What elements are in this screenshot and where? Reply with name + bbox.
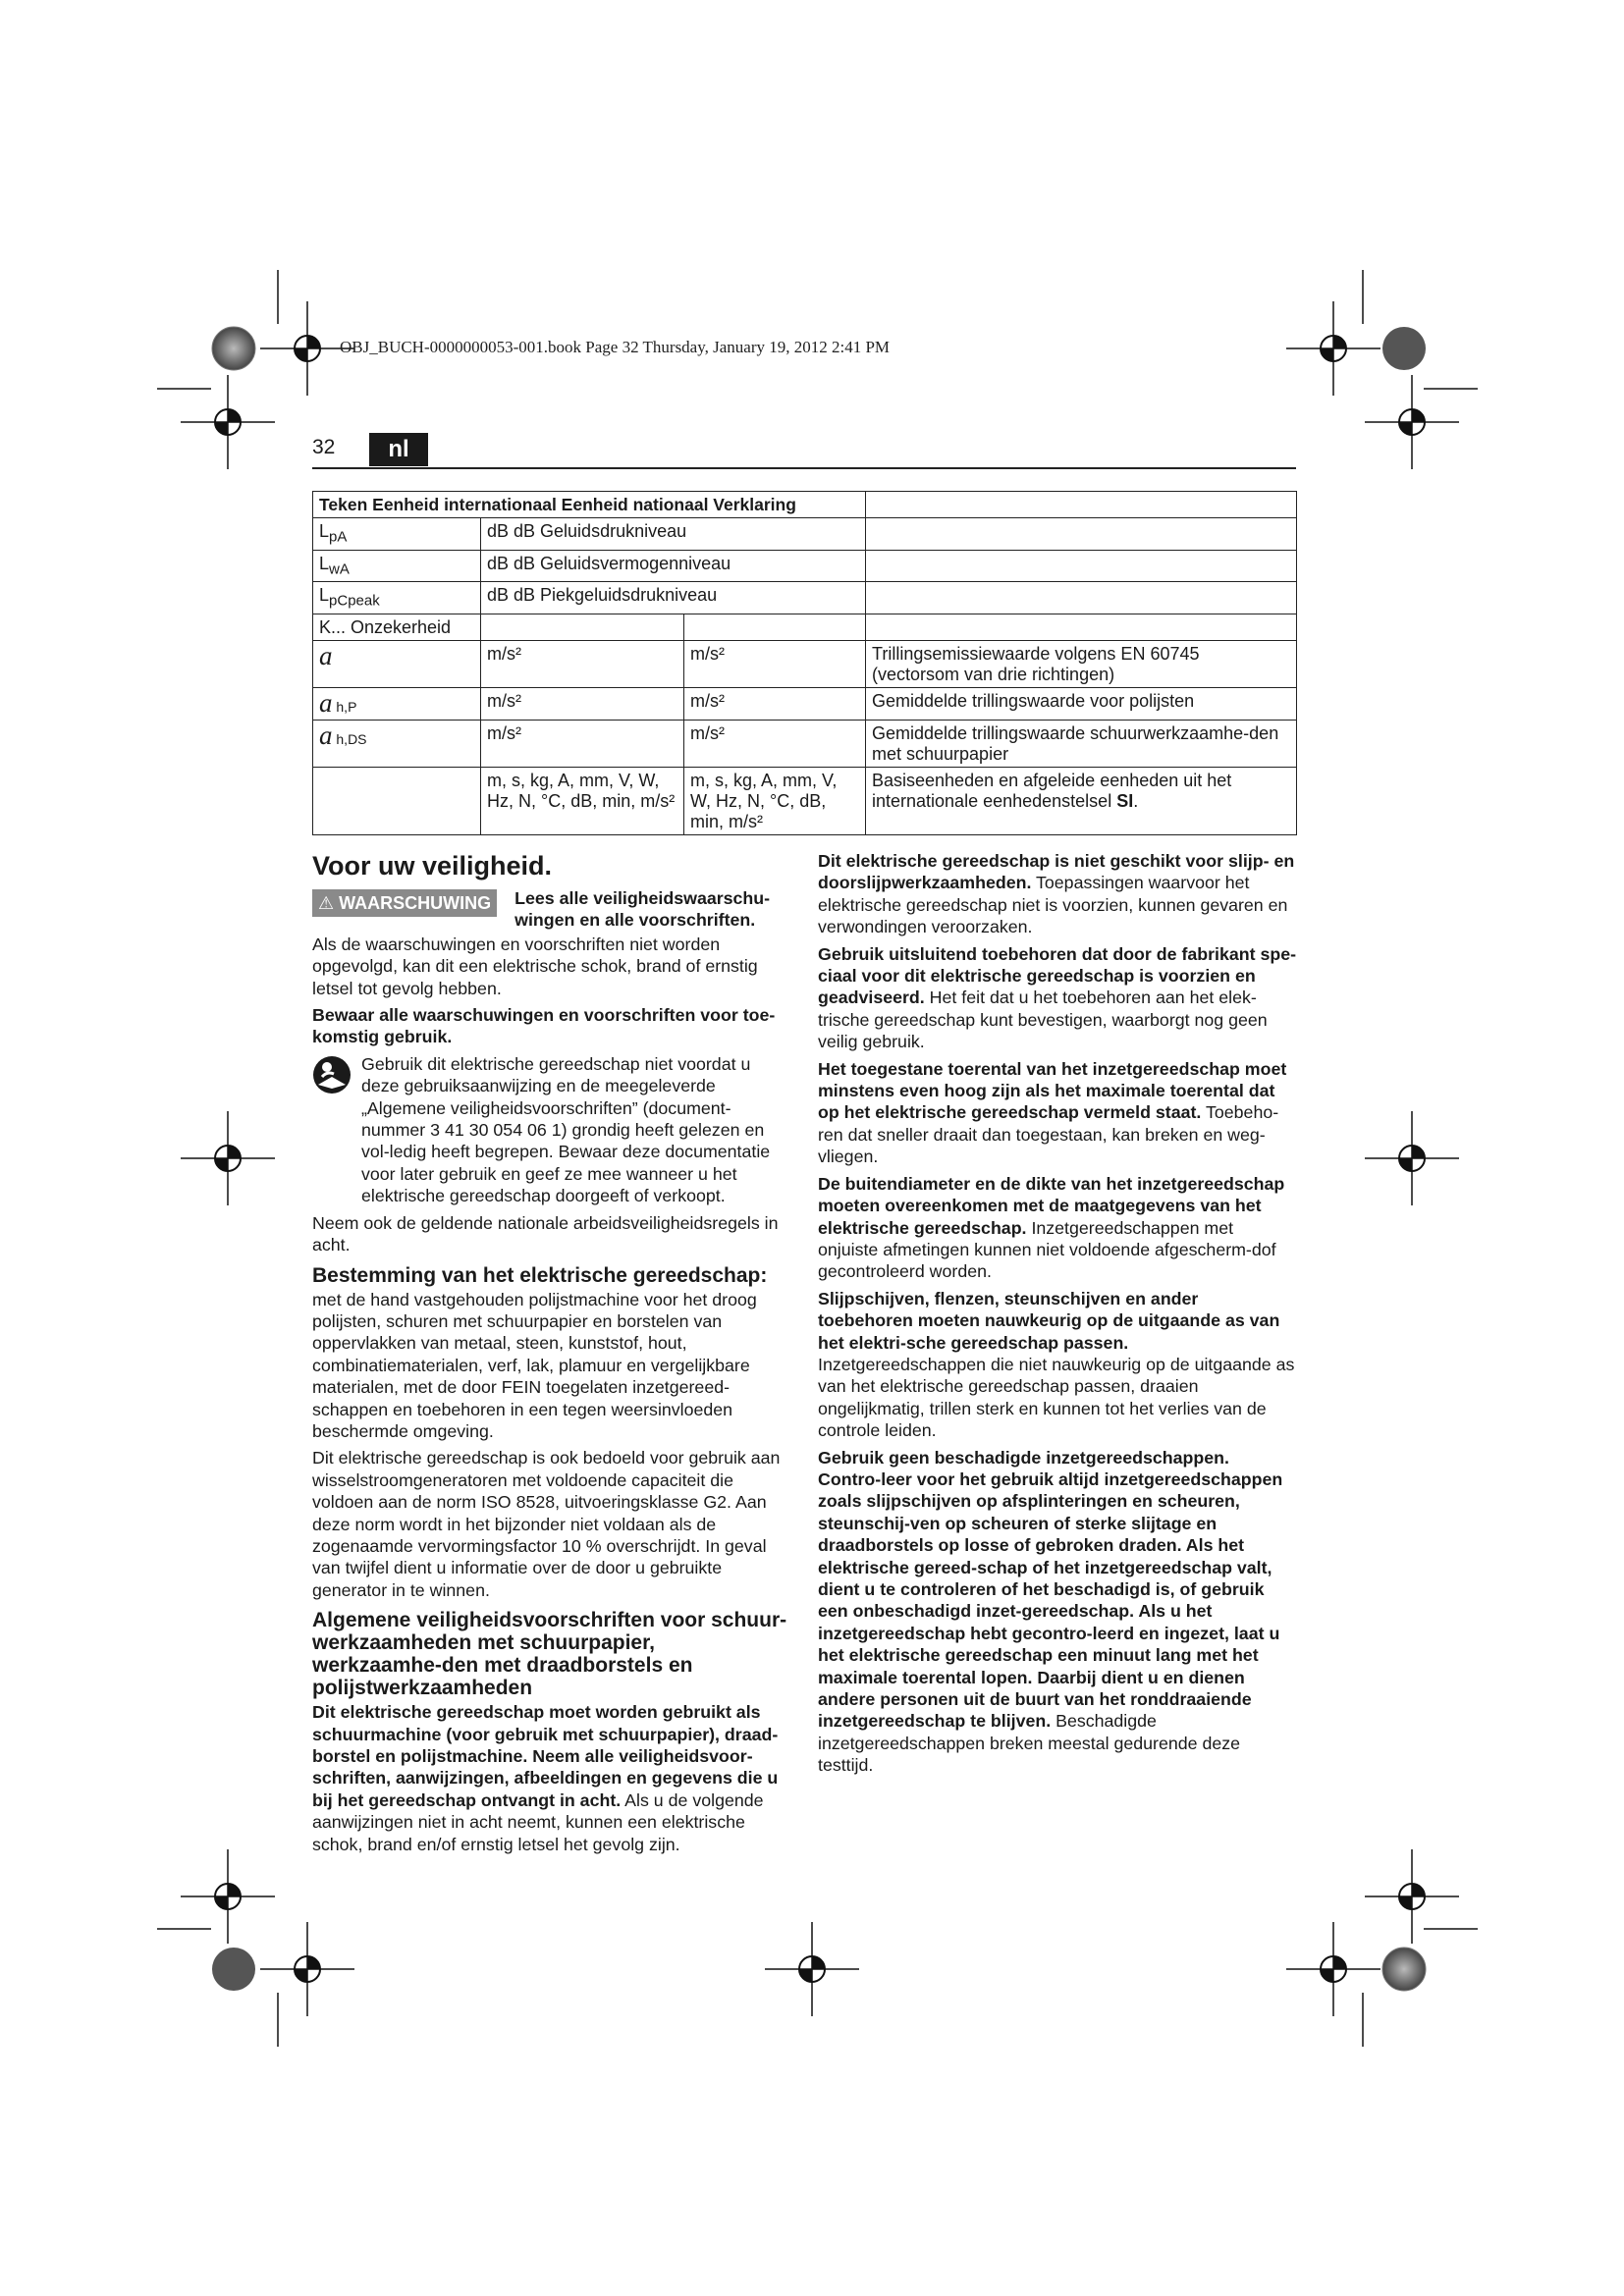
table-row: K... Onzekerheid	[313, 614, 1297, 640]
crosshair-mark	[765, 1922, 859, 2016]
paragraph: Slijpschijven, flenzen, steunschijven en ander toebehoren moeten nauwkeurig op de uitgaande as van het elektri-sche gereedschap passen. Inzetgereedschappen die niet nauwkeurig op de uitgaande as van het elektrische gereedschap passen, draaien ongelijkmatig, trillen sterk en kunnen tot het verlies van de controle leiden.	[818, 1288, 1295, 1441]
warning-text: Lees alle veiligheidswaarschu-wingen en alle voorschriften.	[514, 888, 771, 931]
star-target-br	[1382, 1948, 1426, 1991]
read-manual-icon	[312, 1055, 352, 1095]
crosshair-mark	[181, 1111, 275, 1205]
paragraph: Dit elektrische gereedschap is ook bedoeld voor gebruik aan wisselstroomgeneratoren met voldoende capaciteit die voldoen aan de norm ISO 8528, uitvoeringsklasse G2. Aan deze norm wordt in het bijzonder niet voldaan als de zogenaamde vervormingsfactor 10 % overschrijdt. In geval van twijfel dient u informatie over de door u gebruikte generator in te winnen.	[312, 1448, 781, 1600]
color-dot-tr	[1382, 327, 1426, 370]
table-row: m, s, kg, A, mm, V, W, Hz, N, °C, dB, min, m/s² m, s, kg, A, mm, V, W, Hz, N, °C, dB, min, m/s² Basiseenheden en afgeleide eenheden uit het internationale eenhedenstelsel SI.	[313, 767, 1297, 834]
table-header: Teken Eenheid internationaal Eenheid nationaal Verklaring	[313, 492, 866, 518]
page-number: 32	[312, 436, 336, 458]
subheading: Algemene veiligheidsvoorschriften voor schuur-werkzaamheden met schuurpapier, werkzaamhe-den met draadborstels en polijstwerkzaamheden	[312, 1609, 787, 1700]
paragraph: Als de waarschuwingen en voorschriften niet worden opgevolgd, kan dit een elektrische schok, brand of ernstig letsel tot gevolg hebben.	[312, 934, 758, 998]
paragraph: Gebruik dit elektrische gereedschap niet voordat u deze gebruiksaanwijzing en de meegeleverde „Algemene veiligheidsvoorschriften” (document-nummer 3 41 30 054 06 1) grondig heeft gelezen en vol-ledig heeft begrepen. Bewaar deze documentatie voor later gebruik en geef ze mee wanneer u het elektrische gereedschap doorgeeft of verkoopt.	[361, 1053, 771, 1206]
header-rule	[312, 467, 1296, 469]
paragraph: Dit elektrische gereedschap is niet geschikt voor slijp- en doorslijpwerkzaamheden. Toepassingen waarvoor het elektrische gereedschap niet is voorzien, kunnen gevaren en verwondingen veroorzaken.	[818, 851, 1295, 937]
crosshair-mark	[260, 1922, 354, 2016]
warning-badge: ⚠ WAARSCHUWING	[312, 889, 497, 917]
table-row: $L_{pCpeak}$ dB dB Piekgeluidsdrukniveau	[313, 582, 1297, 614]
units-table	[312, 491, 1297, 835]
table-row: a m/s² m/s² Trillingsemissiewaarde volgens EN 60745 (vectorsom van drie richtingen)	[313, 640, 1297, 687]
paragraph: Het toegestane toerental van het inzetgereedschap moet minstens even hoog zijn als het maximale toerental dat op het elektrische gereedschap vermeld staat. Toebeho-ren dat sneller draait dan toegestaan, kan breken en weg-vliegen.	[818, 1058, 1287, 1167]
section-title: Voor uw veiligheid.	[312, 851, 553, 881]
paragraph: Neem ook de geldende nationale arbeidsveiligheidsregels in acht.	[312, 1212, 779, 1255]
table-row: a h,DS m/s² m/s² Gemiddelde trillingswaarde schuurwerkzaamhe-den met schuurpapier	[313, 720, 1297, 767]
crosshair-mark	[1286, 301, 1380, 396]
crosshair-mark	[1286, 1922, 1380, 2016]
print-slug: OBJ_BUCH-0000000053-001.book Page 32 Thursday, January 19, 2012 2:41 PM	[340, 338, 891, 356]
language-badge: nl	[369, 433, 428, 466]
paragraph: Gebruik geen beschadigde inzetgereedschappen. Contro-leer voor het gebruik altijd inzetgereedschappen zoals slijpschijven op afsplinteringen en scheuren, steunschij-ven op scheuren of sterke slijtage en draadborstels op losse of gebroken draden. Als het elektrische gereed-schap of het inzetgereedschap valt, dient u te controleren of het beschadigd is, of gebruik een onbeschadigd inzet-gereedschap. Als u het inzetgereedschap hebt gecontro-leerd en ingezet, laat u het elektrische gereedschap een minuut lang met het maximale toerental lopen. Daarbij dient u en dienen andere personen uit de buurt van het ronddraaiende inzetgereedschap te blijven. Beschadigde inzetgereedschappen breken meestal gedurende deze testtijd.	[818, 1447, 1283, 1776]
star-target-tl	[212, 327, 255, 370]
paragraph-bold: Bewaar alle waarschuwingen en voorschriften voor toe-komstig gebruik.	[312, 1005, 776, 1047]
read-manual-block	[312, 1053, 789, 1212]
paragraph: Dit elektrische gereedschap moet worden gebruikt als schuurmachine (voor gebruik met schuurpapier), draad-borstel en polijstmachine. Neem alle veiligheidsvoor-schriften, aanwijzingen, afbeeldingen en gegevens die u bij het gereedschap ontvangt in acht. Als u de volgende aanwijzingen niet in acht neemt, kunnen een elektrische schok, brand en/of ernstig letsel het gevolg zijn.	[312, 1702, 779, 1854]
table-row: $L_{pA}$ dB dB Geluidsdrukniveau	[313, 518, 1297, 551]
warning-triangle-icon: ⚠	[318, 893, 335, 913]
crosshair-mark	[1365, 1111, 1459, 1205]
color-dot-bl	[212, 1948, 255, 1991]
right-column	[818, 850, 1297, 1782]
warning-block	[312, 887, 789, 932]
table-row: a h,P m/s² m/s² Gemiddelde trillingswaarde voor polijsten	[313, 687, 1297, 720]
paragraph: Gebruik uitsluitend toebehoren dat door de fabrikant spe-ciaal voor dit elektrische gereedschap is voorzien en geadviseerd. Het feit dat u het toebehoren aan het elek-trische gereedschap kunt bevestigen, waarborgt nog geen veilig gebruik.	[818, 943, 1297, 1052]
table-row: $L_{wA}$ dB dB Geluidsvermogenniveau	[313, 550, 1297, 582]
table-header-row	[313, 492, 1297, 518]
paragraph: De buitendiameter en de dikte van het inzetgereedschap moeten overeenkomen met de maatgegevens van het elektrische gereedschap. Inzetgereedschappen met onjuiste afmetingen kunnen niet voldoende afgescherm-dof gecontroleerd worden.	[818, 1173, 1285, 1282]
left-column	[312, 850, 789, 1860]
subheading: Bestemming van het elektrische gereedschap:	[312, 1263, 768, 1287]
paragraph: met de hand vastgehouden polijstmachine voor het droog polijsten, schuren met schuurpapier en borstelen van oppervlakken van metaal, steen, kunststof, hout, combinatiematerialen, verf, lak, plamuur en vergelijkbare materialen, met de door FEIN toegelaten inzetgereed-schappen en toebehoren in een tegen weersinvloeden beschermde omgeving.	[312, 1289, 757, 1441]
